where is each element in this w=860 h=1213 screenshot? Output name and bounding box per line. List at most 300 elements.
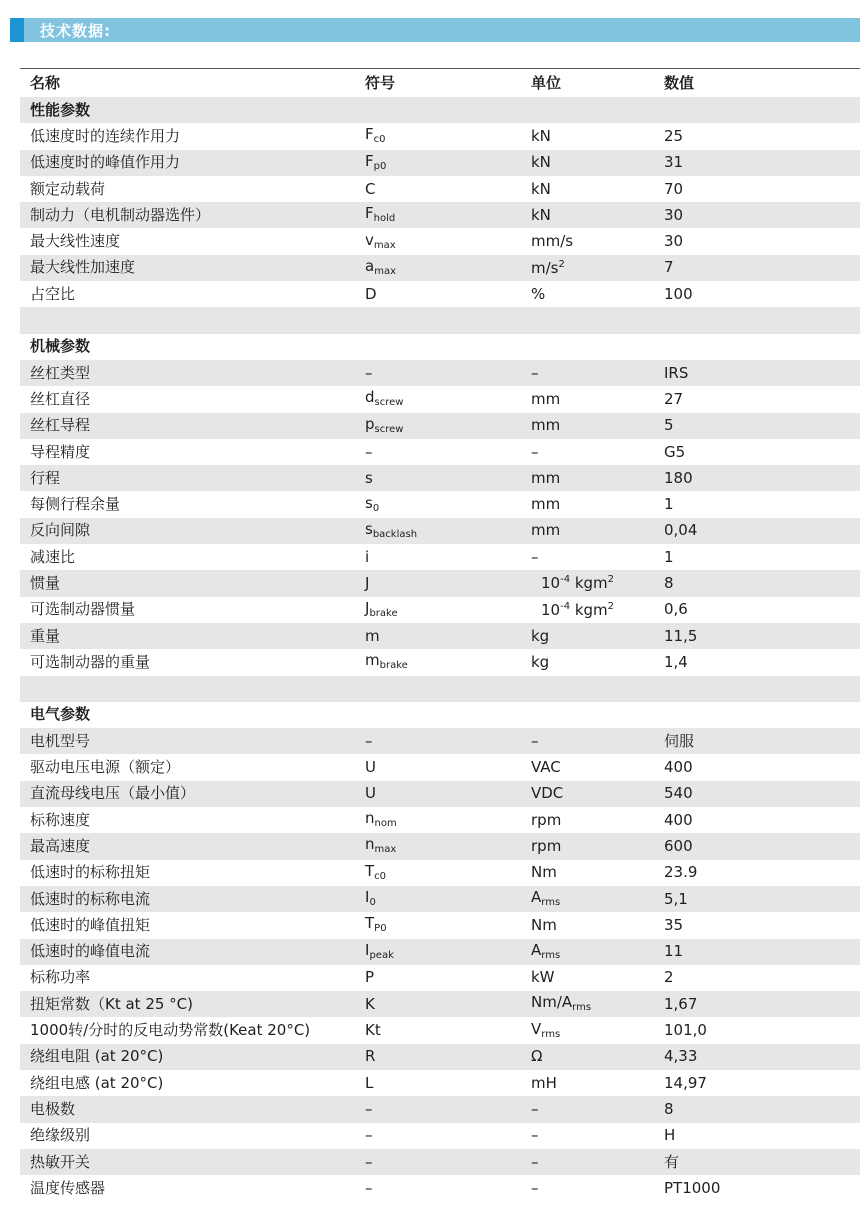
param-symbol bbox=[365, 256, 531, 277]
param-symbol bbox=[365, 230, 531, 251]
symbol-subscript: P0 bbox=[374, 923, 387, 935]
section-label: 电气参数 bbox=[30, 705, 91, 724]
param-unit bbox=[531, 1073, 664, 1092]
table-row bbox=[20, 649, 860, 675]
param-symbol bbox=[365, 1128, 531, 1143]
param-name: 低速时的峰值扭矩 bbox=[30, 915, 151, 934]
table-row bbox=[20, 991, 860, 1017]
param-value: 伺服 bbox=[664, 731, 695, 750]
param-value: 101,0 bbox=[664, 1021, 707, 1040]
param-unit bbox=[531, 575, 664, 591]
unit-base: – bbox=[531, 1126, 539, 1145]
symbol-base: L bbox=[365, 1073, 374, 1092]
symbol-base: n bbox=[365, 809, 375, 828]
param-symbol bbox=[365, 970, 531, 985]
param-unit bbox=[531, 731, 664, 750]
param-unit bbox=[531, 523, 664, 538]
unit-base: VAC bbox=[531, 758, 561, 777]
table-row bbox=[20, 281, 860, 307]
table-row bbox=[20, 544, 860, 570]
param-value: 70 bbox=[664, 179, 684, 198]
param-symbol bbox=[365, 994, 531, 1013]
table-row bbox=[20, 1017, 860, 1043]
param-name: 热敏开关 bbox=[30, 1152, 91, 1171]
symbol-base: – bbox=[365, 1178, 373, 1197]
unit-base: – bbox=[531, 1152, 539, 1171]
param-value: 1 bbox=[664, 495, 674, 514]
param-symbol bbox=[365, 1023, 531, 1038]
unit-base: – bbox=[531, 1178, 539, 1197]
table-row bbox=[20, 860, 860, 886]
param-name: 温度传感器 bbox=[30, 1178, 106, 1197]
param-unit bbox=[531, 418, 664, 433]
param-symbol bbox=[365, 284, 531, 303]
param-symbol bbox=[365, 468, 531, 487]
param-value: 31 bbox=[664, 153, 684, 172]
unit-base: kN bbox=[531, 153, 551, 172]
param-unit bbox=[531, 626, 664, 645]
symbol-base: – bbox=[365, 1126, 373, 1145]
param-symbol bbox=[365, 414, 531, 435]
param-value: G5 bbox=[664, 442, 686, 461]
param-symbol bbox=[365, 598, 531, 619]
table-body bbox=[20, 97, 860, 1201]
param-value: 180 bbox=[664, 468, 693, 487]
symbol-base: U bbox=[365, 758, 376, 777]
unit-base: % bbox=[531, 284, 546, 303]
param-name: 行程 bbox=[30, 468, 61, 487]
unit-base: mm bbox=[531, 416, 561, 435]
param-name: 重量 bbox=[30, 626, 61, 645]
param-unit bbox=[531, 205, 664, 224]
symbol-base: I bbox=[365, 940, 370, 959]
param-name: 低速时的标称电流 bbox=[30, 889, 151, 908]
symbol-subscript: max bbox=[374, 265, 396, 277]
param-unit bbox=[531, 890, 664, 908]
unit-base: – bbox=[531, 363, 539, 382]
param-unit bbox=[531, 1049, 664, 1064]
unit-superscript: 2 bbox=[558, 258, 565, 270]
table-row bbox=[20, 570, 860, 596]
param-name: 可选制动器惯量 bbox=[30, 600, 136, 619]
param-name: 丝杠类型 bbox=[30, 363, 91, 382]
unit-base: 10 bbox=[541, 600, 561, 619]
param-name: 1000转/分时的反电动势常数(Keat 20°C) bbox=[30, 1021, 311, 1040]
table-row bbox=[20, 1044, 860, 1070]
param-unit bbox=[531, 1099, 664, 1118]
unit-superscript: -4 bbox=[560, 600, 571, 612]
unit-base: mH bbox=[531, 1073, 557, 1092]
unit-base: mm bbox=[531, 468, 561, 487]
param-value: 4,33 bbox=[664, 1047, 698, 1066]
unit-base: A bbox=[531, 888, 542, 907]
param-name: 绝缘级别 bbox=[30, 1126, 91, 1145]
param-unit bbox=[531, 602, 664, 618]
param-unit bbox=[531, 1128, 664, 1143]
unit-base: rpm bbox=[531, 836, 562, 855]
symbol-base: J bbox=[365, 573, 370, 592]
param-unit bbox=[531, 442, 664, 461]
unit-base: V bbox=[531, 1019, 542, 1038]
param-unit bbox=[531, 1019, 664, 1040]
symbol-base: I bbox=[365, 888, 370, 907]
param-symbol bbox=[365, 916, 531, 934]
param-symbol bbox=[365, 731, 531, 750]
symbol-base: T bbox=[365, 914, 375, 933]
param-symbol bbox=[365, 442, 531, 461]
param-value: 8 bbox=[664, 1099, 674, 1118]
param-name: 绕组电阻 (at 20°C) bbox=[30, 1047, 164, 1066]
table-row bbox=[20, 781, 860, 807]
symbol-base: m bbox=[365, 651, 380, 670]
table-row bbox=[20, 1175, 860, 1201]
header-symbol: 符号 bbox=[365, 73, 396, 92]
unit-base: kW bbox=[531, 968, 555, 987]
symbol-base: a bbox=[365, 256, 375, 275]
param-value: 7 bbox=[664, 258, 674, 277]
symbol-base: Kt bbox=[365, 1021, 381, 1040]
param-name: 绕组电感 (at 20°C) bbox=[30, 1073, 164, 1092]
header-name: 名称 bbox=[30, 73, 61, 92]
table-row bbox=[20, 1149, 860, 1175]
unit-tail-superscript: 2 bbox=[607, 600, 615, 612]
unit-base: mm bbox=[531, 389, 561, 408]
param-value: 540 bbox=[664, 784, 693, 803]
unit-subscript: rms bbox=[572, 1002, 592, 1014]
table-row bbox=[20, 912, 860, 938]
symbol-subscript: c0 bbox=[374, 870, 387, 882]
param-value: 11,5 bbox=[664, 626, 698, 645]
table-row bbox=[20, 439, 860, 465]
param-name: 额定动载荷 bbox=[30, 179, 106, 198]
param-unit bbox=[531, 1178, 664, 1197]
symbol-base: s bbox=[365, 519, 373, 538]
symbol-base: – bbox=[365, 363, 373, 382]
symbol-base: F bbox=[365, 151, 374, 170]
param-value: 0,04 bbox=[664, 521, 698, 540]
symbol-subscript: c0 bbox=[373, 134, 386, 146]
table-row bbox=[20, 886, 860, 912]
unit-base: VDC bbox=[531, 784, 564, 803]
param-unit bbox=[531, 547, 664, 566]
unit-base: mm/s bbox=[531, 232, 574, 251]
param-symbol bbox=[365, 940, 531, 961]
table-row bbox=[20, 939, 860, 965]
param-symbol bbox=[365, 786, 531, 801]
param-name: 惯量 bbox=[30, 573, 61, 592]
unit-tail: kgm bbox=[570, 600, 608, 619]
symbol-base: d bbox=[365, 388, 375, 407]
param-symbol bbox=[365, 390, 531, 408]
param-value: PT1000 bbox=[664, 1178, 721, 1197]
table-row bbox=[20, 202, 860, 228]
param-name: 最大线性加速度 bbox=[30, 258, 136, 277]
param-value: 25 bbox=[664, 126, 684, 145]
symbol-base: s bbox=[365, 493, 373, 512]
param-name: 低速度时的连续作用力 bbox=[30, 126, 181, 145]
symbol-base: F bbox=[365, 204, 374, 223]
symbol-base: n bbox=[365, 835, 375, 854]
symbol-base: R bbox=[365, 1047, 376, 1066]
param-value: 14,97 bbox=[664, 1073, 707, 1092]
table-row bbox=[20, 807, 860, 833]
section-header-row bbox=[20, 334, 860, 360]
param-unit bbox=[531, 865, 664, 880]
param-value: 5 bbox=[664, 416, 674, 435]
symbol-base: – bbox=[365, 442, 373, 461]
param-name: 导程精度 bbox=[30, 442, 91, 461]
param-value: IRS bbox=[664, 363, 689, 382]
table-row bbox=[20, 123, 860, 149]
unit-base: – bbox=[531, 442, 539, 461]
symbol-subscript: brake bbox=[379, 660, 408, 672]
param-name: 每侧行程余量 bbox=[30, 495, 121, 514]
param-name: 低速时的峰值电流 bbox=[30, 942, 151, 961]
param-value: 400 bbox=[664, 810, 693, 829]
param-name: 反向间隙 bbox=[30, 521, 91, 540]
param-symbol bbox=[365, 1178, 531, 1197]
param-symbol bbox=[365, 1152, 531, 1171]
param-symbol bbox=[365, 861, 531, 882]
symbol-base: – bbox=[365, 1152, 373, 1171]
table-row bbox=[20, 386, 860, 412]
param-symbol bbox=[365, 127, 531, 145]
symbol-base: i bbox=[365, 547, 370, 566]
param-value: 8 bbox=[664, 573, 674, 592]
unit-base: A bbox=[531, 940, 542, 959]
unit-base: kg bbox=[531, 652, 550, 671]
unit-base: mm bbox=[531, 521, 561, 540]
param-value: 600 bbox=[664, 836, 693, 855]
section-header-row bbox=[20, 702, 860, 728]
param-name: 驱动电压电源（额定） bbox=[30, 758, 181, 777]
param-symbol bbox=[365, 1073, 531, 1092]
param-value: 11 bbox=[664, 942, 684, 961]
param-name: 电机型号 bbox=[30, 731, 91, 750]
param-name: 电极数 bbox=[30, 1099, 76, 1118]
param-symbol bbox=[365, 626, 531, 645]
param-name: 最高速度 bbox=[30, 836, 91, 855]
header-value: 数值 bbox=[664, 73, 695, 92]
param-unit bbox=[531, 836, 664, 855]
spacer-row bbox=[20, 307, 860, 333]
symbol-subscript: max bbox=[373, 239, 396, 251]
param-unit bbox=[531, 995, 664, 1013]
param-name: 低速时的标称扭矩 bbox=[30, 863, 151, 882]
param-value: 有 bbox=[664, 1152, 680, 1171]
unit-base: Nm bbox=[531, 915, 557, 934]
table-row bbox=[20, 1123, 860, 1149]
symbol-subscript: peak bbox=[369, 949, 394, 961]
param-unit bbox=[531, 970, 664, 985]
symbol-base: p bbox=[365, 414, 375, 433]
symbol-base: C bbox=[365, 179, 376, 198]
symbol-base: – bbox=[365, 1099, 373, 1118]
symbol-base: F bbox=[365, 125, 374, 144]
param-value: 0,6 bbox=[664, 600, 688, 619]
param-name: 制动力（电机制动器选件） bbox=[30, 205, 211, 224]
param-symbol bbox=[365, 179, 531, 198]
symbol-subscript: brake bbox=[369, 607, 398, 619]
param-name: 低速度时的峰值作用力 bbox=[30, 153, 181, 172]
unit-base: – bbox=[531, 547, 539, 566]
unit-base: 10 bbox=[541, 574, 561, 593]
table-row bbox=[20, 228, 860, 254]
table-row bbox=[20, 491, 860, 517]
param-name: 扭矩常数（Kt at 25 °C) bbox=[30, 994, 194, 1013]
unit-base: – bbox=[531, 1099, 539, 1118]
symbol-base: T bbox=[365, 861, 375, 880]
symbol-base: D bbox=[365, 284, 377, 303]
unit-base: rpm bbox=[531, 810, 562, 829]
param-value: 30 bbox=[664, 205, 684, 224]
param-unit bbox=[531, 260, 664, 276]
param-unit bbox=[531, 915, 664, 934]
table-row bbox=[20, 255, 860, 281]
symbol-base: U bbox=[365, 784, 376, 803]
table-row bbox=[20, 150, 860, 176]
param-symbol bbox=[365, 1049, 531, 1064]
unit-tail-superscript: 2 bbox=[607, 574, 615, 586]
table-row bbox=[20, 518, 860, 544]
section-banner bbox=[10, 18, 860, 42]
table-row bbox=[20, 1070, 860, 1096]
param-value: 100 bbox=[664, 284, 693, 303]
symbol-subscript: 0 bbox=[372, 502, 380, 514]
unit-base: Nm/A bbox=[531, 993, 573, 1012]
param-unit bbox=[531, 363, 664, 382]
param-unit bbox=[531, 389, 664, 408]
symbol-subscript: 0 bbox=[369, 897, 376, 909]
param-name: 占空比 bbox=[30, 284, 76, 303]
param-symbol bbox=[365, 493, 531, 514]
table-row bbox=[20, 754, 860, 780]
param-value: 5,1 bbox=[664, 889, 688, 908]
param-unit bbox=[531, 497, 664, 512]
param-unit bbox=[531, 760, 664, 775]
table-row bbox=[20, 176, 860, 202]
symbol-base: m bbox=[365, 626, 380, 645]
unit-subscript: rms bbox=[541, 897, 561, 909]
param-value: 1 bbox=[664, 547, 674, 566]
param-value: 23.9 bbox=[664, 863, 698, 882]
param-name: 直流母线电压（最小值） bbox=[30, 784, 196, 803]
table-row bbox=[20, 465, 860, 491]
param-symbol bbox=[365, 519, 531, 540]
param-name: 最大线性速度 bbox=[30, 232, 121, 251]
param-unit bbox=[531, 786, 664, 801]
spec-table bbox=[20, 68, 860, 1201]
param-unit bbox=[531, 468, 664, 487]
param-unit bbox=[531, 810, 664, 829]
param-unit bbox=[531, 284, 664, 303]
param-symbol bbox=[365, 573, 531, 592]
unit-base: Nm bbox=[531, 863, 557, 882]
unit-tail: kgm bbox=[570, 574, 608, 593]
param-unit bbox=[531, 126, 664, 145]
symbol-subscript: screw bbox=[374, 397, 404, 409]
param-unit bbox=[531, 234, 664, 249]
header-unit: 单位 bbox=[531, 73, 562, 92]
symbol-subscript: backlash bbox=[372, 528, 418, 540]
unit-superscript: -4 bbox=[560, 574, 571, 586]
param-unit bbox=[531, 179, 664, 198]
param-value: H bbox=[664, 1126, 676, 1145]
unit-base: kN bbox=[531, 205, 551, 224]
param-unit bbox=[531, 155, 664, 170]
spacer-row bbox=[20, 676, 860, 702]
table-row bbox=[20, 833, 860, 859]
param-symbol bbox=[365, 206, 531, 224]
symbol-subscript: hold bbox=[373, 213, 396, 225]
symbol-subscript: p0 bbox=[373, 160, 387, 172]
section-label: 机械参数 bbox=[30, 337, 91, 356]
param-name: 标称速度 bbox=[30, 810, 91, 829]
unit-base: mm bbox=[531, 495, 561, 514]
param-symbol bbox=[365, 1099, 531, 1118]
section-header-row bbox=[20, 97, 860, 123]
table-row bbox=[20, 623, 860, 649]
param-symbol bbox=[365, 151, 531, 172]
param-value: 1,67 bbox=[664, 994, 698, 1013]
param-name: 丝杠直径 bbox=[30, 389, 91, 408]
param-name: 丝杠导程 bbox=[30, 416, 91, 435]
symbol-subscript: max bbox=[374, 844, 397, 856]
symbol-subscript: nom bbox=[374, 818, 397, 830]
symbol-base: P bbox=[365, 968, 375, 987]
unit-base: – bbox=[531, 731, 539, 750]
symbol-base: v bbox=[365, 230, 374, 249]
banner-title: 技术数据: bbox=[40, 21, 111, 40]
param-symbol bbox=[365, 653, 531, 671]
symbol-base: – bbox=[365, 731, 373, 750]
symbol-base: J bbox=[365, 598, 370, 617]
param-unit bbox=[531, 940, 664, 961]
table-row bbox=[20, 965, 860, 991]
unit-base: Ω bbox=[531, 1047, 543, 1066]
param-value: 35 bbox=[664, 915, 684, 934]
symbol-base: K bbox=[365, 994, 375, 1013]
param-symbol bbox=[365, 890, 531, 908]
table-row bbox=[20, 1096, 860, 1122]
param-value: 27 bbox=[664, 389, 684, 408]
section-label: 性能参数 bbox=[30, 100, 91, 119]
param-symbol bbox=[365, 547, 531, 566]
table-row bbox=[20, 597, 860, 623]
unit-subscript: rms bbox=[541, 1028, 561, 1040]
unit-base: kN bbox=[531, 126, 551, 145]
param-value: 1,4 bbox=[664, 652, 688, 671]
param-symbol bbox=[365, 760, 531, 775]
banner-accent-bar bbox=[10, 18, 24, 42]
param-value: 2 bbox=[664, 968, 674, 987]
param-symbol bbox=[365, 363, 531, 382]
param-unit bbox=[531, 652, 664, 671]
unit-subscript: rms bbox=[541, 949, 561, 961]
table-row bbox=[20, 413, 860, 439]
param-unit bbox=[531, 1152, 664, 1171]
table-row bbox=[20, 728, 860, 754]
unit-base: kN bbox=[531, 179, 551, 198]
param-symbol bbox=[365, 837, 531, 855]
unit-base: m/s bbox=[531, 258, 559, 277]
symbol-subscript: screw bbox=[374, 423, 404, 435]
param-name: 可选制动器的重量 bbox=[30, 652, 151, 671]
param-name: 减速比 bbox=[30, 547, 76, 566]
symbol-base: s bbox=[365, 468, 373, 487]
param-name: 标称功率 bbox=[30, 968, 91, 987]
table-row bbox=[20, 360, 860, 386]
